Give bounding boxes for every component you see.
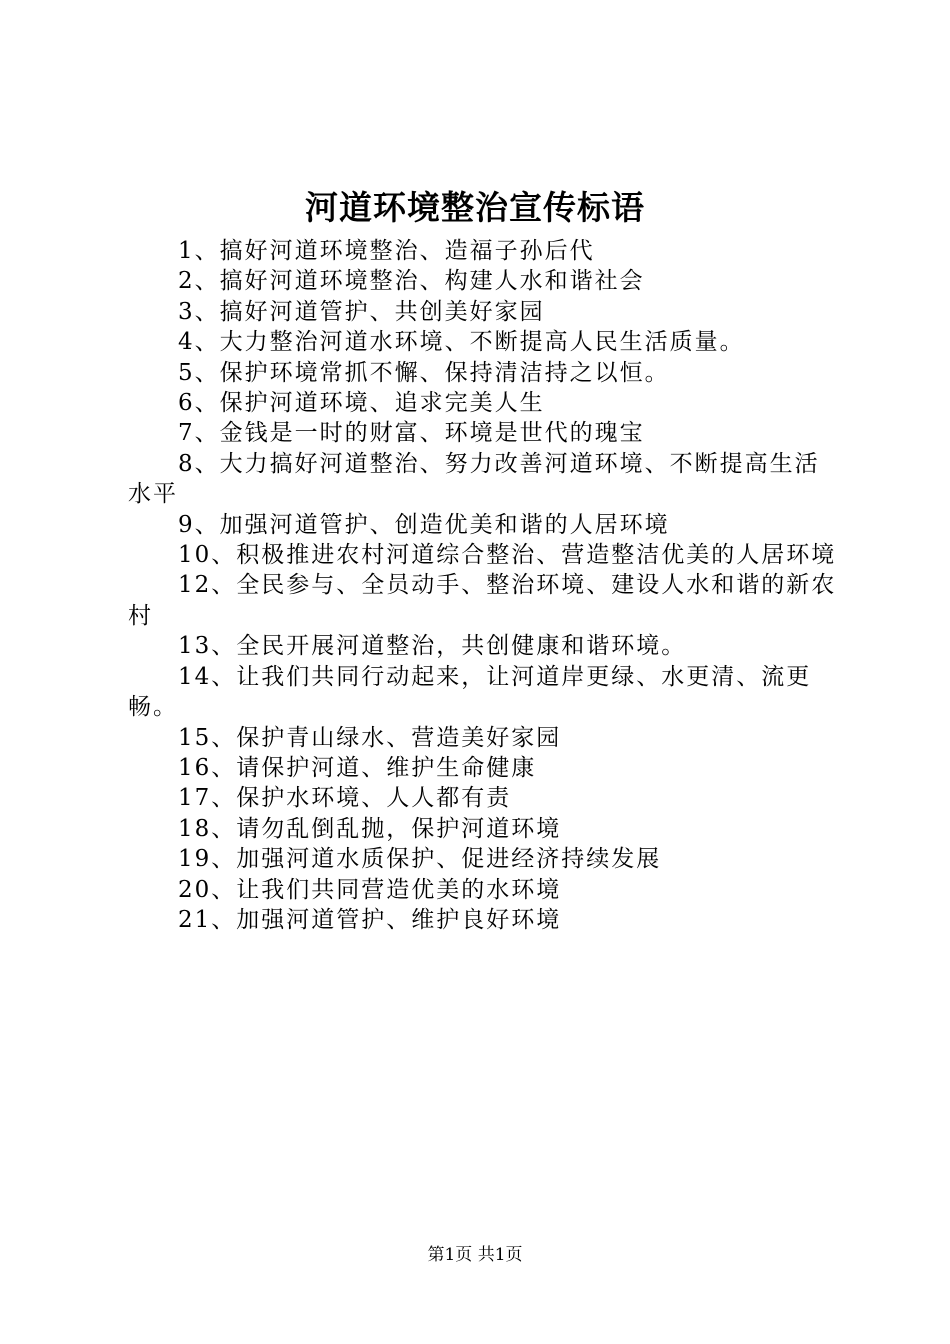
- slogan-item: 5、保护环境常抓不懈、保持清洁持之以恒。: [178, 359, 670, 386]
- slogan-item: 10、积极推进农村河道综合整治、营造整洁优美的人居环境: [178, 542, 837, 569]
- page-number-footer: 第1页 共1页: [427, 1245, 523, 1265]
- slogan-item: 18、请勿乱倒乱抛，保护河道环境: [178, 815, 562, 842]
- document-title: 河道环境整治宣传标语: [305, 188, 645, 227]
- slogan-item: 3、搞好河道管护、共创美好家园: [178, 298, 545, 325]
- slogan-item: 7、金钱是一时的财富、环境是世代的瑰宝: [178, 420, 645, 447]
- slogan-item: 1、搞好河道环境整治、造福子孙后代: [178, 238, 595, 264]
- slogan-item: 9、加强河道管护、创造优美和谐的人居环境: [178, 511, 670, 538]
- slogan-item: 13、全民开展河道整治，共创健康和谐环境。: [178, 633, 687, 660]
- slogan-item: 21、加强河道管护、维护良好环境: [178, 906, 562, 933]
- slogan-item: 20、让我们共同营造优美的水环境: [178, 876, 562, 903]
- slogan-item: 14、让我们共同行动起来，让河道岸更绿、水更清、流更畅。: [128, 663, 812, 721]
- slogan-item: 2、搞好河道环境整治、构建人水和谐社会: [178, 268, 645, 295]
- slogan-item: 15、保护青山绿水、营造美好家园: [178, 724, 562, 751]
- slogan-item: 16、请保护河道、维护生命健康: [178, 754, 537, 781]
- slogan-item: 6、保护河道环境、追求完美人生: [178, 390, 545, 417]
- slogan-item: 19、加强河道水质保护、促进经济持续发展: [178, 846, 662, 873]
- slogan-item: 17、保护水环境、人人都有责: [178, 785, 512, 812]
- slogan-item: 4、大力整治河道水环境、不断提高人民生活质量。: [178, 329, 745, 356]
- slogan-list: [128, 236, 838, 935]
- slogan-item: 8、大力搞好河道整治、努力改善河道环境、不断提高生活水平: [128, 450, 820, 508]
- slogan-item: 12、全民参与、全员动手、整治环境、建设人水和谐的新农村: [128, 572, 837, 629]
